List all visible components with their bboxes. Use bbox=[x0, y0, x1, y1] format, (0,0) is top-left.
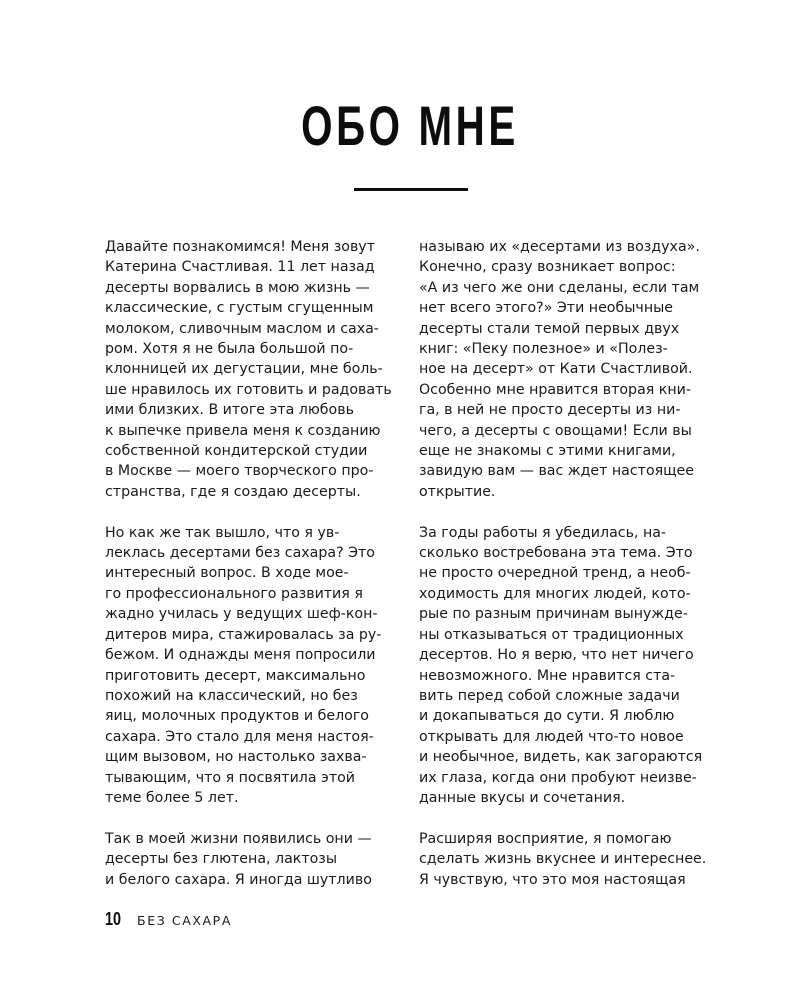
text-line: интересный вопрос. В ходе мое- bbox=[105, 565, 349, 582]
paragraph bbox=[105, 237, 420, 502]
text-line: Расширяя восприятие, я помогаю bbox=[419, 830, 672, 847]
text-line: бежом. И однажды меня попросили bbox=[105, 647, 376, 664]
text-line: классические, с густым сгущенным bbox=[105, 300, 374, 317]
paragraph bbox=[419, 523, 734, 809]
text-line: ими близких. В итоге эта любовь bbox=[105, 402, 354, 419]
text-line: молоком, сливочным маслом и саха- bbox=[105, 320, 379, 337]
text-line: Я чувствую, что это моя настоящая bbox=[419, 871, 686, 888]
text-line: данные вкусы и сочетания. bbox=[419, 789, 626, 806]
text-line: ное на десерт» от Кати Счастливой. bbox=[419, 361, 693, 378]
text-line: называю их «десертами из воздуха». bbox=[419, 239, 700, 255]
text-line: рые по разным причинам вынужде- bbox=[419, 606, 688, 623]
text-line: сахара. Это стало для меня настоя- bbox=[105, 728, 374, 745]
text-line: «А из чего же они сделаны, если там bbox=[419, 279, 700, 296]
title-divider bbox=[354, 188, 468, 191]
text-line: щим вызовом, но настолько захва- bbox=[105, 749, 367, 766]
text-line: открывать для людей что-то новое bbox=[419, 728, 684, 745]
paragraph bbox=[419, 237, 734, 502]
text-line: невозможного. Мне нравится ста- bbox=[419, 667, 676, 684]
text-line: жадно училась у ведущих шеф-кон- bbox=[105, 606, 378, 623]
paragraph bbox=[105, 523, 420, 809]
text-line: и докапываться до сути. Я люблю bbox=[419, 708, 675, 725]
text-line: не просто очередной тренд, а необ- bbox=[419, 565, 691, 582]
text-line: Конечно, сразу возникает вопрос: bbox=[419, 259, 676, 276]
text-line: ны отказываться от традиционных bbox=[419, 626, 684, 643]
text-line: ше нравилось их готовить и радовать bbox=[105, 381, 392, 398]
text-line: приготовить десерт, максимально bbox=[105, 667, 366, 684]
text-line: сколько востребована эта тема. Это bbox=[419, 545, 693, 562]
page-footer bbox=[105, 909, 232, 929]
text-line: Так в моей жизни появились они — bbox=[105, 830, 372, 847]
paragraph bbox=[419, 829, 734, 890]
text-line: десерты ворвались в мою жизнь — bbox=[105, 279, 370, 296]
text-line: к выпечке привела меня к созданию bbox=[105, 422, 381, 439]
text-line: десерты без глютена, лактозы bbox=[105, 851, 338, 868]
text-line: еще не знакомы с этими книгами, bbox=[419, 443, 676, 460]
text-line: Особенно мне нравится вторая кни- bbox=[419, 381, 691, 398]
text-line: странства, где я создаю десерты. bbox=[105, 483, 361, 500]
text-line: Давайте познакомимся! Меня зовут bbox=[105, 239, 375, 255]
text-line: чего, а десерты с овощами! Если вы bbox=[419, 422, 692, 439]
text-line: в Москве — моего творческого про- bbox=[105, 463, 374, 480]
text-line: и необычное, видеть, как загораются bbox=[419, 749, 703, 766]
text-line: Катерина Счастливая. 11 лет назад bbox=[105, 259, 375, 276]
text-line: десертов. Но я верю, что нет ничего bbox=[419, 647, 694, 664]
page-number: 10 bbox=[105, 909, 122, 929]
text-line: дитеров мира, стажировалась за ру- bbox=[105, 626, 382, 643]
text-line: и белого сахара. Я иногда шутливо bbox=[105, 871, 372, 888]
text-line: их глаза, когда они пробуют неизве- bbox=[419, 769, 697, 786]
text-line: похожий на классический, но без bbox=[105, 687, 358, 704]
right-text-column bbox=[419, 237, 734, 890]
text-line: вить перед собой сложные задачи bbox=[419, 687, 680, 704]
text-line: ром. Хотя я не была большой по- bbox=[105, 341, 354, 358]
left-text-column bbox=[105, 237, 420, 890]
paragraph bbox=[105, 829, 420, 890]
text-line: тывающим, что я посвятила этой bbox=[105, 769, 356, 786]
text-line: га, в ней не просто десерты из ни- bbox=[419, 402, 681, 419]
text-line: сделать жизнь вкуснее и интереснее. bbox=[419, 851, 707, 868]
text-line: леклась десертами без сахара? Это bbox=[105, 545, 375, 562]
page-title: ОБО МНЕ bbox=[301, 94, 519, 157]
text-line: Но как же так вышло, что я ув- bbox=[105, 524, 340, 541]
text-line: ходимость для многих людей, кото- bbox=[419, 585, 691, 602]
text-line: го профессионального развития я bbox=[105, 585, 363, 602]
text-line: книг: «Пеку полезное» и «Полез- bbox=[419, 341, 668, 358]
text-line: За годы работы я убедилась, на- bbox=[419, 524, 667, 541]
text-line: теме более 5 лет. bbox=[105, 789, 239, 806]
running-title: БЕЗ САХАРА bbox=[137, 913, 232, 928]
text-line: десерты стали темой первых двух bbox=[419, 320, 680, 337]
text-line: завидую вам — вас ждет настоящее bbox=[419, 463, 694, 480]
text-line: клонницей их дегустации, мне боль- bbox=[105, 361, 383, 378]
text-line: собственной кондитерской студии bbox=[105, 443, 368, 460]
text-line: яиц, молочных продуктов и белого bbox=[105, 708, 369, 725]
text-line: нет всего этого?» Эти необычные bbox=[419, 300, 674, 317]
text-line: открытие. bbox=[419, 483, 496, 500]
